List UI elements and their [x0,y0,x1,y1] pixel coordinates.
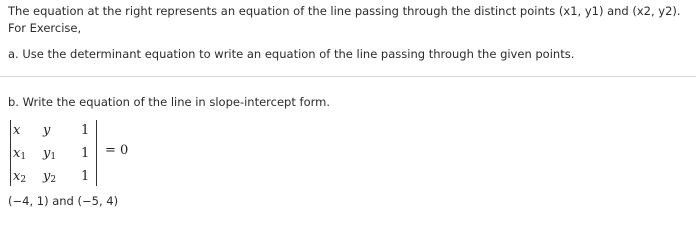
det-r2-c2: $y_1$ [43,146,57,162]
det-r3-c2: $y_2$ [43,169,57,185]
part-a-instruction: a. Use the determinant equation to write an equation of the line passing through the given points. [8,47,575,61]
determinant-left-bar [10,120,11,186]
determinant-equation [8,119,148,191]
det-r3-c1: $x_2$ [13,169,27,185]
part-b-instruction: b. Write the equation of the line in slope-intercept form. [8,95,330,109]
section-divider [0,76,696,77]
determinant-right-bar [96,120,97,186]
problem-intro: The equation at the right represents an equation of the line passing through the distinct points (x1, y1) and (x2, y2). For Exercise, [8,4,681,35]
det-r1-c2: y [43,123,51,138]
det-r1-c1: x [13,123,21,138]
equals-zero: = 0 [105,143,129,158]
det-r2-c3: 1 [81,146,90,161]
given-points: (−4, 1) and (−5, 4) [8,194,119,208]
det-r2-c1: $x_1$ [13,146,27,162]
det-r1-c3: 1 [81,123,90,138]
det-r3-c3: 1 [81,169,90,184]
